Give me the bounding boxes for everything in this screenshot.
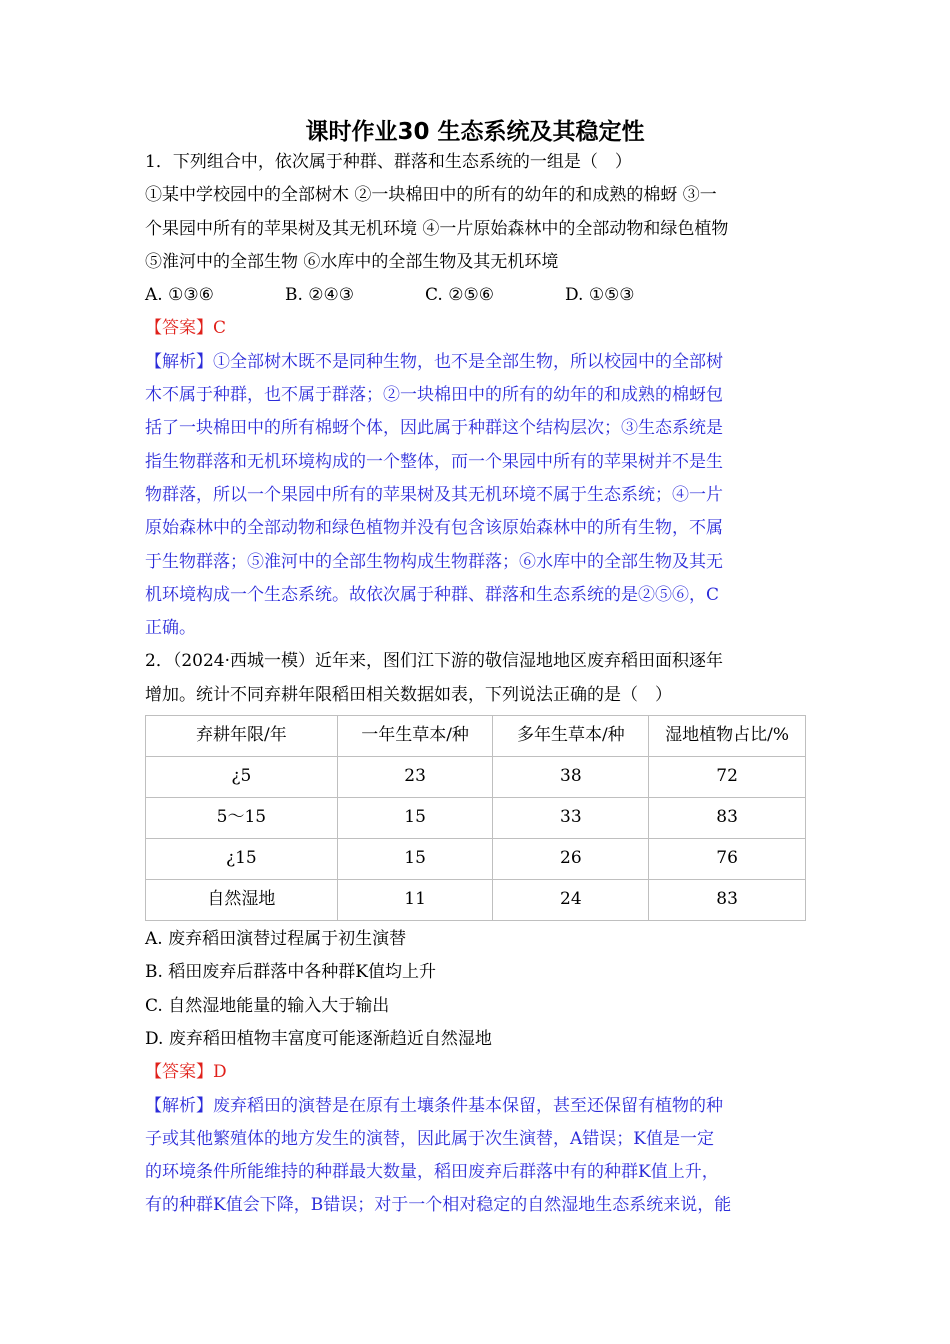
q1-analysis-line: 正确。 [145, 618, 196, 639]
q1-answer [145, 312, 810, 345]
q2-stem-line: 2．（2024·西城一模）近年来，图们江下游的敬信湿地地区废弃稻田面积逐年 [145, 651, 723, 672]
table-cell: 11 [337, 880, 493, 921]
q2-analysis-tag: 【解析】 [145, 1095, 213, 1116]
q1-analysis-line: 机环境构成一个生态系统。故依次属于种群、群落和生态系统的是②⑤⑥，C [145, 584, 720, 605]
table-cell: 5～15 [146, 798, 338, 839]
q2-answer-value: D [213, 1062, 227, 1083]
table-header-cell: 弃耕年限/年 [146, 716, 338, 757]
table-header-cell: 多年生草本/种 [493, 716, 649, 757]
table-cell: ¿15 [146, 839, 338, 880]
q2-analysis-line: 有的种群K值会下降，B错误；对于一个相对稳定的自然湿地生态系统来说，能 [145, 1195, 732, 1216]
table-header-row [146, 716, 806, 757]
q1-item-line: ①某中学校园中的全部树木 ②一块棉田中的所有的幼年的和成熟的棉蚜 ③一 [145, 185, 717, 206]
document-body [145, 146, 810, 1223]
table-cell: 24 [493, 880, 649, 921]
q1-analysis-line: 括了一块棉田中的所有棉蚜个体，因此属于种群这个结构层次；③生态系统是 [145, 418, 723, 439]
table-cell: ¿5 [146, 757, 338, 798]
q2-analysis-line [145, 1090, 810, 1123]
data-table [145, 715, 806, 921]
table-cell: 76 [649, 839, 806, 880]
table-cell: 15 [337, 798, 493, 839]
q2-option-a: A. 废弃稻田演替过程属于初生演替 [145, 929, 407, 950]
table-cell: 自然湿地 [146, 880, 338, 921]
q1-item-line: 个果园中所有的苹果树及其无机环境 ④一片原始森林中的全部动物和绿色植物 [145, 218, 729, 239]
table-row [146, 839, 806, 880]
q1-answer-value: C [213, 318, 227, 339]
q1-item-line: ⑤淮河中的全部生物 ⑥水库中的全部生物及其无机环境 [145, 251, 559, 272]
q1-option-c: C. ②⑤⑥ [425, 285, 494, 306]
table-cell: 23 [337, 757, 493, 798]
q1-analysis-line: 物群落，所以一个果园中所有的苹果树及其无机环境不属于生态系统；④一片 [145, 484, 723, 505]
table-cell: 38 [493, 757, 649, 798]
q1-options [145, 279, 810, 312]
q1-analysis-line: 木不属于种群，也不属于群落；②一块棉田中的所有的幼年的和成熟的棉蚜包 [145, 385, 723, 406]
table-cell: 83 [649, 880, 806, 921]
q1-stem: 1．下列组合中，依次属于种群、群落和生态系统的一组是（ ） [145, 152, 632, 172]
q1-analysis-text: ①全部树木既不是同种生物，也不是全部生物，所以校园中的全部树 [213, 351, 723, 372]
q2-option-c: C. 自然湿地能量的输入大于输出 [145, 995, 390, 1016]
q2-option-b: B. 稻田废弃后群落中各种群K值均上升 [145, 962, 436, 983]
table-row [146, 757, 806, 798]
q2-option-d: D. 废弃稻田植物丰富度可能逐渐趋近自然湿地 [145, 1028, 492, 1049]
q1-analysis-line: 原始森林中的全部动物和绿色植物并没有包含该原始森林中的所有生物，不属 [145, 518, 723, 539]
q2-answer [145, 1056, 810, 1089]
q1-option-d: D. ①⑤③ [565, 285, 635, 306]
q2-analysis-line: 子或其他繁殖体的地方发生的演替，因此属于次生演替，A错误；K值是一定 [145, 1128, 714, 1149]
q2-analysis-line: 的环境条件所能维持的种群最大数量，稻田废弃后群落中有的种群K值上升， [145, 1162, 719, 1183]
table-cell: 15 [337, 839, 493, 880]
q2-answer-tag: 【答案】 [145, 1062, 213, 1083]
q1-analysis-line [145, 346, 810, 379]
table-header-cell: 一年生草本/种 [337, 716, 493, 757]
q1-analysis-line: 指生物群落和无机环境构成的一个整体，而一个果园中所有的苹果树并不是生 [145, 451, 723, 472]
table-cell: 26 [493, 839, 649, 880]
q1-analysis-tag: 【解析】 [145, 351, 213, 372]
q2-analysis-text: 废弃稻田的演替是在原有土壤条件基本保留，甚至还保留有植物的种 [213, 1095, 723, 1116]
table-cell: 33 [493, 798, 649, 839]
q1-answer-tag: 【答案】 [145, 318, 213, 339]
q2-stem-line: 增加。统计不同弃耕年限稻田相关数据如表，下列说法正确的是（ ） [145, 684, 672, 705]
table-cell: 72 [649, 757, 806, 798]
table-row [146, 798, 806, 839]
table-header-cell: 湿地植物占比/% [649, 716, 806, 757]
q1-option-a: A. ①③⑥ [145, 285, 214, 306]
page-title: 课时作业30 生态系统及其稳定性 [305, 119, 645, 145]
q1-analysis-line: 于生物群落；⑤淮河中的全部生物构成生物群落；⑥水库中的全部生物及其无 [145, 551, 723, 572]
table-row [146, 880, 806, 921]
q1-option-b: B. ②④③ [285, 285, 355, 306]
table-cell: 83 [649, 798, 806, 839]
